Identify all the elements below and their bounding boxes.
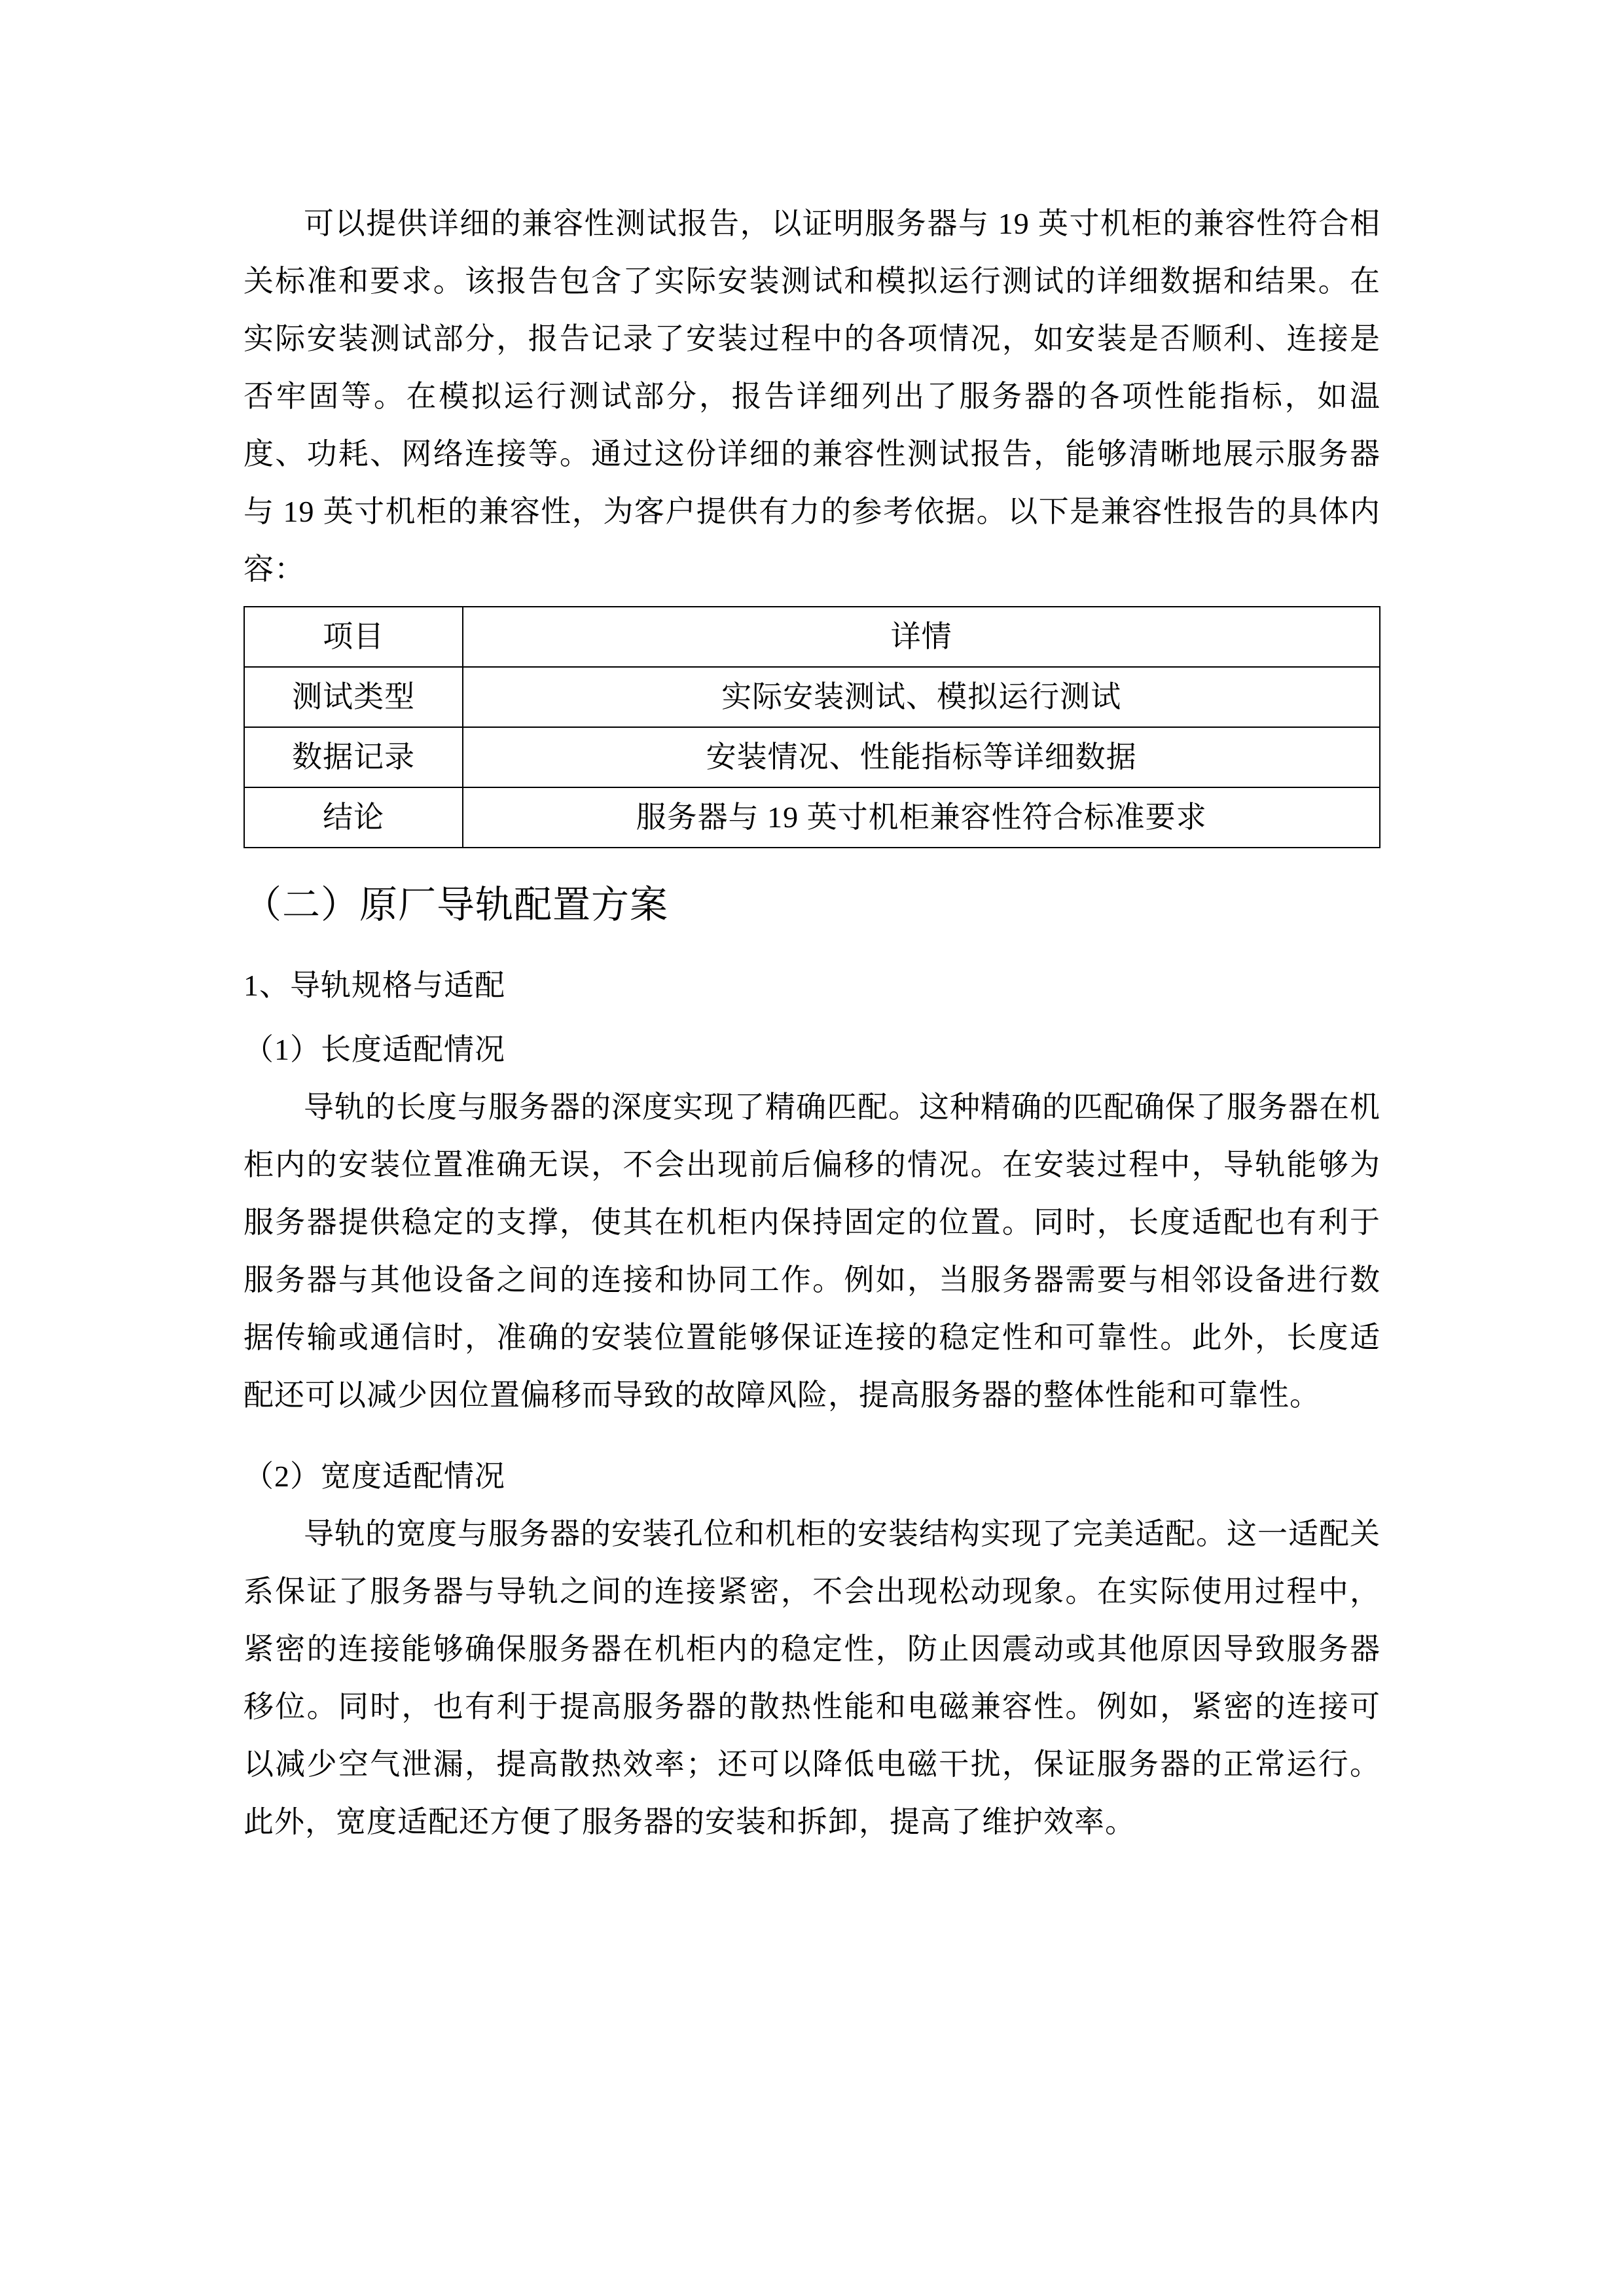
table-cell-label: 测试类型 (244, 667, 463, 727)
item2-heading: （2）宽度适配情况 (244, 1460, 505, 1493)
item2-paragraph: 导轨的宽度与服务器的安装孔位和机柜的安装结构实现了完美适配。这一适配关系保证了服务器与导轨之间的连接紧密，不会出现松动现象。在实际使用过程中，紧密的连接能够确保服务器在机柜内的稳定性，防止因震动或其他原因导致服务器移位。同时，也有利于提高服务器的散热性能和电磁兼容性。例如，紧密的连接可以减少空气泄漏，提高散热效率；还可以降低电磁干扰，保证服务器的正常运行。此外，宽度适配还方便了服务器的安装和拆卸，提高了维护效率。 (244, 1517, 1380, 1839)
item1-paragraph: 导轨的长度与服务器的深度实现了精确匹配。这种精确的匹配确保了服务器在机柜内的安装位置准确无误，不会出现前后偏移的情况。在安装过程中，导轨能够为服务器提供稳定的支撑，使其在机柜内保持固定的位置。同时，长度适配也有利于服务器与其他设备之间的连接和协同工作。例如，当服务器需要与相邻设备进行数据传输或通信时，准确的安装位置能够保证连接的稳定性和可靠性。此外，长度适配还可以减少因位置偏移而导致的故障风险，提高服务器的整体性能和可靠性。 (244, 1090, 1380, 1412)
item1-heading: （1）长度适配情况 (244, 1033, 505, 1066)
table-row (244, 667, 1380, 727)
table-cell-label: 结论 (244, 787, 463, 848)
section-heading: （二）原厂导轨配置方案 (244, 884, 669, 926)
intro-paragraph: 可以提供详细的兼容性测试报告，以证明服务器与 19 英寸机柜的兼容性符合相关标准和要求。该报告包含了实际安装测试和模拟运行测试的详细数据和结果。在实际安装测试部分，报告记录了安装过程中的各项情况，如安装是否顺利、连接是否牢固等。在模拟运行测试部分，报告详细列出了服务器的各项性能指标，如温度、功耗、网络连接等。通过这份详细的兼容性测试报告，能够清晰地展示服务器与 19 英寸机柜的兼容性，为客户提供有力的参考依据。以下是兼容性报告的具体内容： (244, 207, 1380, 586)
table-header-detail: 详情 (463, 607, 1380, 667)
table-cell-value: 服务器与 19 英寸机柜兼容性符合标准要求 (463, 787, 1380, 848)
table-row (244, 787, 1380, 848)
table-cell-label: 数据记录 (244, 727, 463, 787)
table-cell-value: 安装情况、性能指标等详细数据 (463, 727, 1380, 787)
table-header-row (244, 607, 1380, 667)
subsection-heading: 1、导轨规格与适配 (244, 969, 505, 1002)
table-cell-value: 实际安装测试、模拟运行测试 (463, 667, 1380, 727)
table-header-item: 项目 (244, 607, 463, 667)
compatibility-report-table (244, 606, 1380, 848)
table-row (244, 727, 1380, 787)
